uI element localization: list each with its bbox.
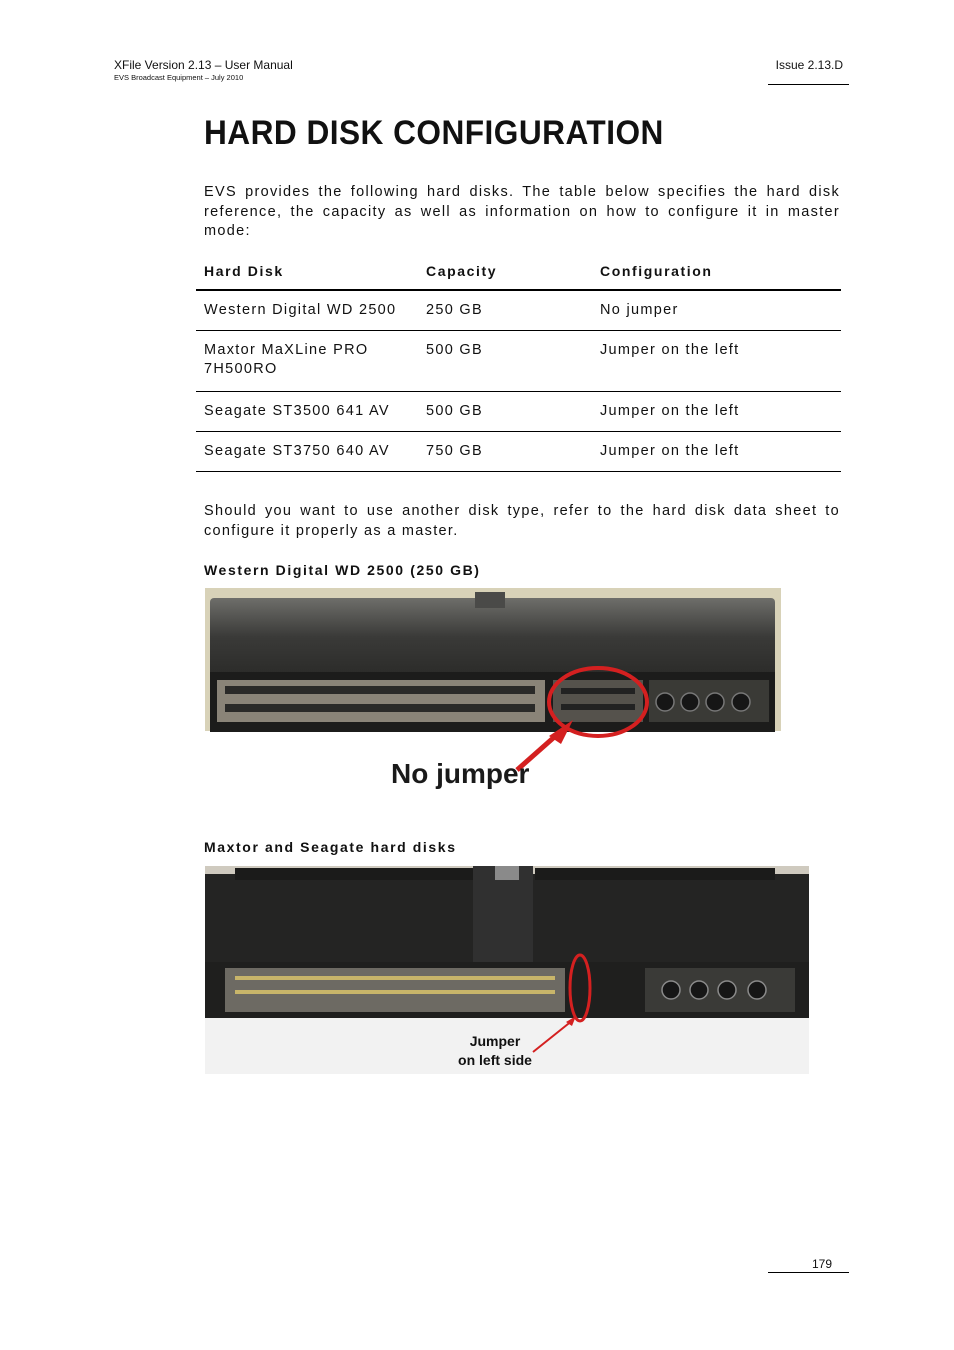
section-heading-western-digital: Western Digital WD 2500 (250 GB) bbox=[204, 562, 481, 578]
cell-configuration: Jumper on the left bbox=[592, 432, 841, 472]
no-jumper-callout: No jumper bbox=[391, 758, 530, 789]
table-header-row bbox=[196, 252, 841, 290]
cell-disk: Western Digital WD 2500 bbox=[196, 290, 418, 331]
cell-disk: Maxtor MaXLine PRO 7H500RO bbox=[196, 331, 418, 392]
intro-paragraph: EVS provides the following hard disks. The table below specifies the hard disk reference, the capacity as well as information on how to configure it in master mode: bbox=[204, 184, 840, 239]
column-header-capacity: Capacity bbox=[418, 252, 592, 290]
manual-title: XFile Version 2.13 – User Manual bbox=[114, 58, 293, 72]
cell-configuration: Jumper on the left bbox=[592, 331, 841, 392]
table-row bbox=[196, 331, 841, 392]
jumper-callout-line2: on left side bbox=[458, 1052, 532, 1068]
note-paragraph: Should you want to use another disk type, refer to the hard disk data sheet to configure it properly as a master. bbox=[204, 503, 840, 539]
column-header-hard-disk: Hard Disk bbox=[196, 252, 418, 290]
issue-number: Issue 2.13.D bbox=[775, 58, 843, 72]
section-heading-maxtor-seagate: Maxtor and Seagate hard disks bbox=[204, 839, 457, 855]
page-title: HARD DISK CONFIGURATION bbox=[204, 114, 664, 152]
maxtor-seagate-photo bbox=[205, 866, 809, 1074]
header-rule bbox=[768, 84, 849, 85]
cell-configuration: Jumper on the left bbox=[592, 392, 841, 432]
footer-rule bbox=[768, 1272, 849, 1273]
cell-capacity: 500 GB bbox=[418, 392, 592, 432]
cell-capacity: 750 GB bbox=[418, 432, 592, 472]
cell-disk: Seagate ST3750 640 AV bbox=[196, 432, 418, 472]
hard-disk-table bbox=[196, 252, 841, 472]
page-number: 179 bbox=[811, 1257, 832, 1271]
jumper-callout-line1: Jumper bbox=[469, 1033, 521, 1049]
table-row bbox=[196, 290, 841, 331]
column-header-configuration: Configuration bbox=[592, 252, 841, 290]
cell-configuration: No jumper bbox=[592, 290, 841, 331]
publisher-line: EVS Broadcast Equipment – July 2010 bbox=[114, 73, 244, 82]
table-row bbox=[196, 432, 841, 472]
cell-capacity: 250 GB bbox=[418, 290, 592, 331]
table-row bbox=[196, 392, 841, 432]
cell-capacity: 500 GB bbox=[418, 331, 592, 392]
cell-disk: Seagate ST3500 641 AV bbox=[196, 392, 418, 432]
western-digital-photo bbox=[205, 588, 781, 803]
